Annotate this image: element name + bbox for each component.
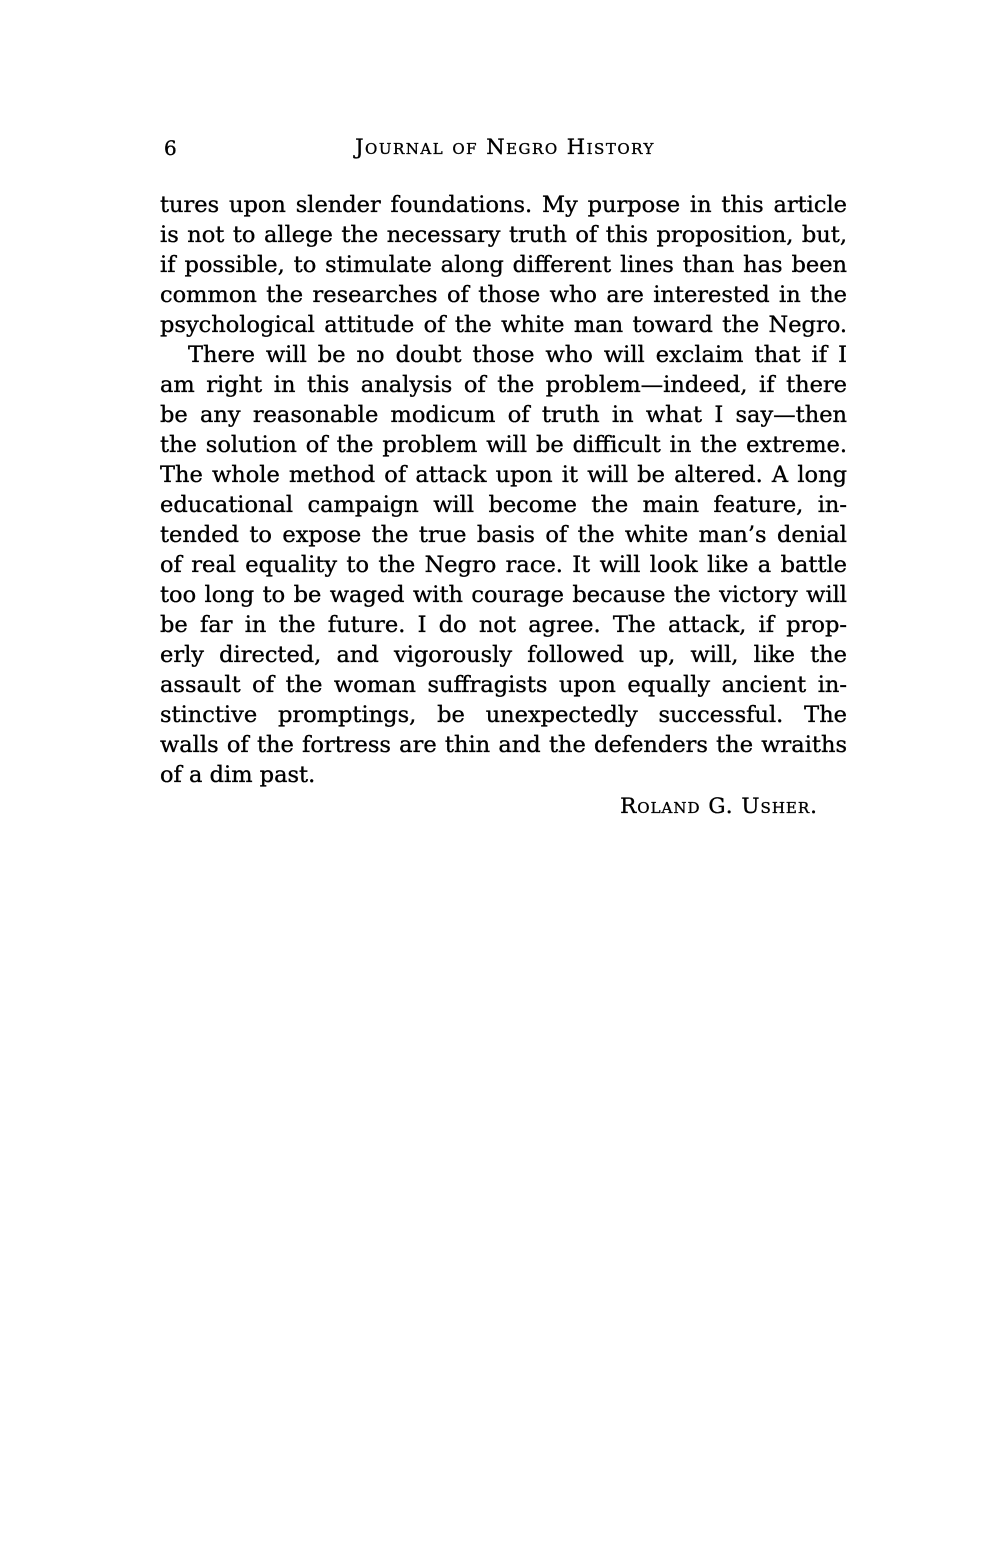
running-head — [160, 134, 850, 162]
text-line: of real equality to the Negro race. It will look like a battle — [160, 552, 847, 578]
text-line: the solution of the problem will be difficult in the extreme. — [160, 432, 847, 458]
text-line: too long to be waged with courage because the victory will — [160, 582, 847, 608]
text-line: tures upon slender foundations. My purpose in this article — [160, 192, 847, 218]
text-line: am right in this analysis of the problem—indeed, if there — [160, 372, 847, 398]
paragraph — [160, 190, 847, 340]
author-signature: Roland G. Usher. — [620, 794, 818, 819]
text-line: There will be no doubt those who will exclaim that if I — [188, 342, 847, 368]
text-line: psychological attitude of the white man toward the Negro. — [160, 312, 847, 338]
text-line: be any reasonable modicum of truth in what I say—then — [160, 402, 847, 428]
text-line: The whole method of attack upon it will be altered. A long — [160, 462, 847, 488]
text-line: assault of the woman suffragists upon equally ancient in- — [160, 672, 847, 698]
text-line: if possible, to stimulate along different lines than has been — [160, 252, 847, 278]
running-head-title: Journal of Negro History — [355, 135, 655, 159]
text-line: common the researches of those who are interested in the — [160, 282, 847, 308]
text-line: erly directed, and vigorously followed up, will, like the — [160, 642, 847, 668]
text-line: educational campaign will become the main feature, in- — [160, 492, 847, 518]
body-text — [160, 190, 847, 790]
text-line: is not to allege the necessary truth of this proposition, but, — [160, 222, 847, 248]
text-line: stinctive promptings, be unexpectedly successful. The — [160, 702, 847, 728]
page-number: 6 — [164, 136, 177, 160]
text-line: walls of the fortress are thin and the defenders the wraiths — [160, 732, 847, 758]
text-line: be far in the future. I do not agree. The attack, if prop- — [160, 612, 847, 638]
text-line: of a dim past. — [160, 762, 316, 788]
paragraph — [160, 340, 847, 790]
text-line: tended to expose the true basis of the white man’s denial — [160, 522, 847, 548]
